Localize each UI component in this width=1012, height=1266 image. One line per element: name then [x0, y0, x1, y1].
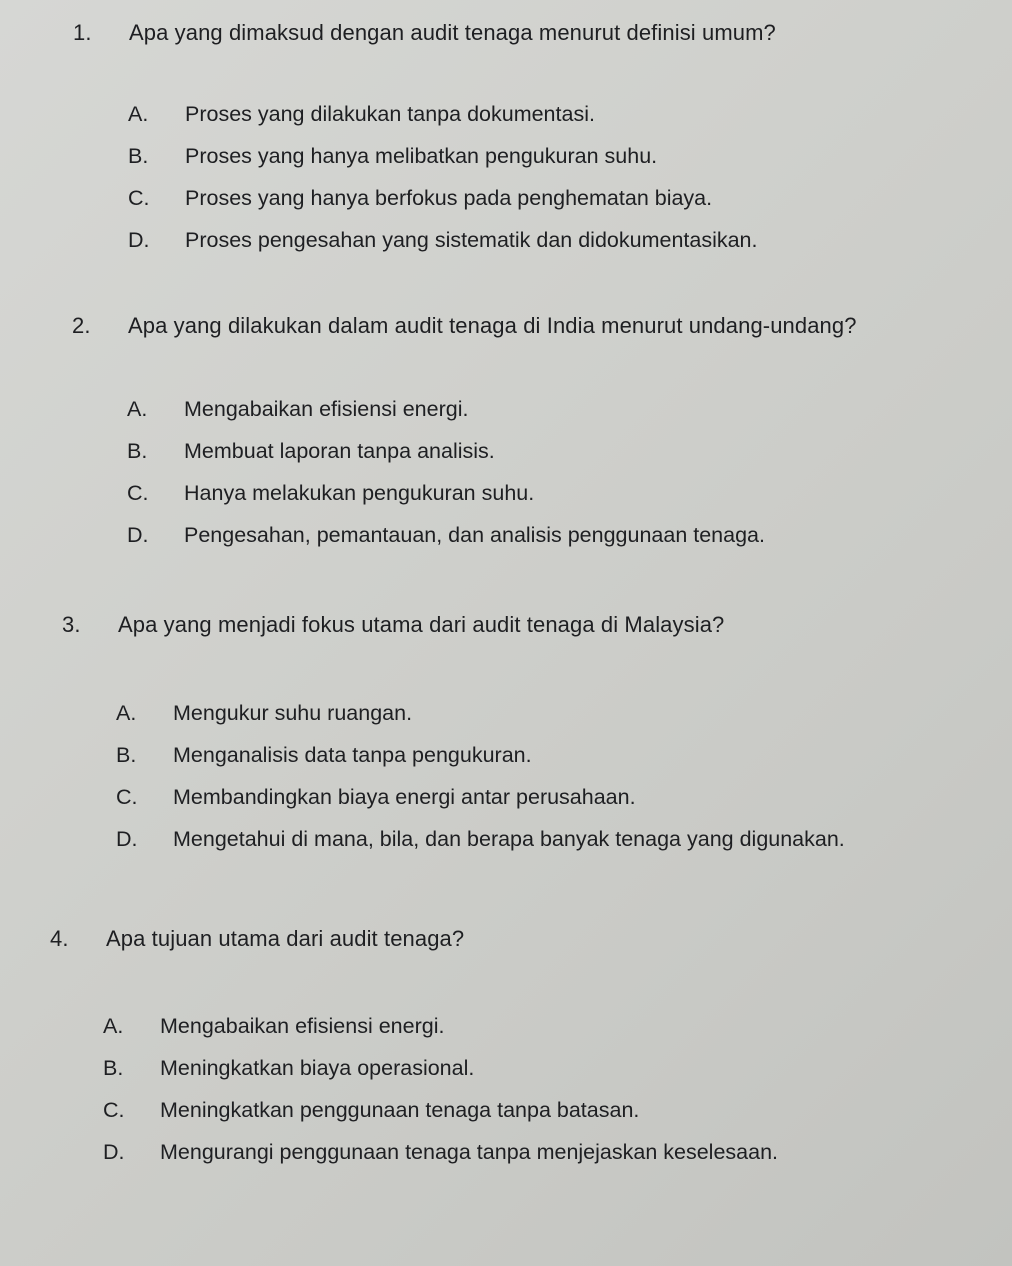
question-text: Apa yang dilakukan dalam audit tenaga di India menurut undang-undang? [128, 313, 857, 338]
options-list-4 [103, 1005, 778, 1173]
option-text: Meningkatkan penggunaan tenaga tanpa batasan. [160, 1098, 640, 1122]
options-list-1 [128, 93, 758, 261]
option-letter: C. [116, 785, 138, 809]
option-text: Meningkatkan biaya operasional. [160, 1056, 475, 1080]
question-number: 4. [50, 926, 69, 951]
option-a [128, 93, 758, 135]
option-c [116, 776, 845, 818]
option-letter: A. [128, 102, 149, 126]
option-text: Menganalisis data tanpa pengukuran. [173, 743, 532, 767]
option-letter: D. [103, 1140, 125, 1164]
question-number: 1. [73, 20, 92, 45]
option-b [116, 734, 845, 776]
options-list-3 [116, 692, 845, 860]
question-text: Apa yang dimaksud dengan audit tenaga menurut definisi umum? [129, 20, 776, 45]
option-d [128, 219, 758, 261]
option-letter: D. [127, 523, 149, 547]
option-text: Mengabaikan efisiensi energi. [160, 1014, 445, 1038]
question-text: Apa tujuan utama dari audit tenaga? [106, 926, 465, 951]
option-text: Membandingkan biaya energi antar perusahaan. [173, 785, 636, 809]
option-b [103, 1047, 778, 1089]
option-c [127, 472, 765, 514]
option-letter: D. [116, 827, 138, 851]
option-a [127, 388, 765, 430]
option-letter: A. [116, 701, 137, 725]
question-number: 2. [72, 313, 91, 338]
option-letter: A. [103, 1014, 124, 1038]
option-letter: C. [103, 1098, 125, 1122]
option-letter: B. [116, 743, 137, 767]
option-letter: B. [127, 439, 148, 463]
option-text: Proses yang hanya melibatkan pengukuran suhu. [185, 144, 658, 168]
question-3 [62, 612, 724, 638]
option-text: Mengukur suhu ruangan. [173, 701, 413, 725]
question-4 [50, 926, 464, 952]
option-text: Pengesahan, pemantauan, dan analisis penggunaan tenaga. [184, 523, 765, 547]
option-text: Proses yang hanya berfokus pada penghematan biaya. [185, 186, 713, 210]
option-text: Hanya melakukan pengukuran suhu. [184, 481, 535, 505]
option-text: Proses yang dilakukan tanpa dokumentasi. [185, 102, 595, 126]
question-number: 3. [62, 612, 81, 637]
option-letter: C. [128, 186, 150, 210]
options-list-2 [127, 388, 765, 556]
option-text: Mengurangi penggunaan tenaga tanpa menjejaskan keselesaan. [160, 1140, 778, 1164]
question-1 [73, 20, 776, 46]
question-text: Apa yang menjadi fokus utama dari audit tenaga di Malaysia? [118, 612, 725, 637]
option-d [116, 818, 845, 860]
option-letter: D. [128, 228, 150, 252]
option-a [103, 1005, 778, 1047]
option-letter: A. [127, 397, 148, 421]
option-b [128, 135, 758, 177]
option-letter: C. [127, 481, 149, 505]
option-letter: B. [103, 1056, 124, 1080]
option-a [116, 692, 845, 734]
option-c [103, 1089, 778, 1131]
option-d [127, 514, 765, 556]
option-d [103, 1131, 778, 1173]
option-text: Membuat laporan tanpa analisis. [184, 439, 495, 463]
question-2 [72, 313, 857, 339]
option-text: Mengabaikan efisiensi energi. [184, 397, 469, 421]
option-letter: B. [128, 144, 149, 168]
option-text: Mengetahui di mana, bila, dan berapa banyak tenaga yang digunakan. [173, 827, 845, 851]
option-c [128, 177, 758, 219]
option-text: Proses pengesahan yang sistematik dan didokumentasikan. [185, 228, 758, 252]
option-b [127, 430, 765, 472]
